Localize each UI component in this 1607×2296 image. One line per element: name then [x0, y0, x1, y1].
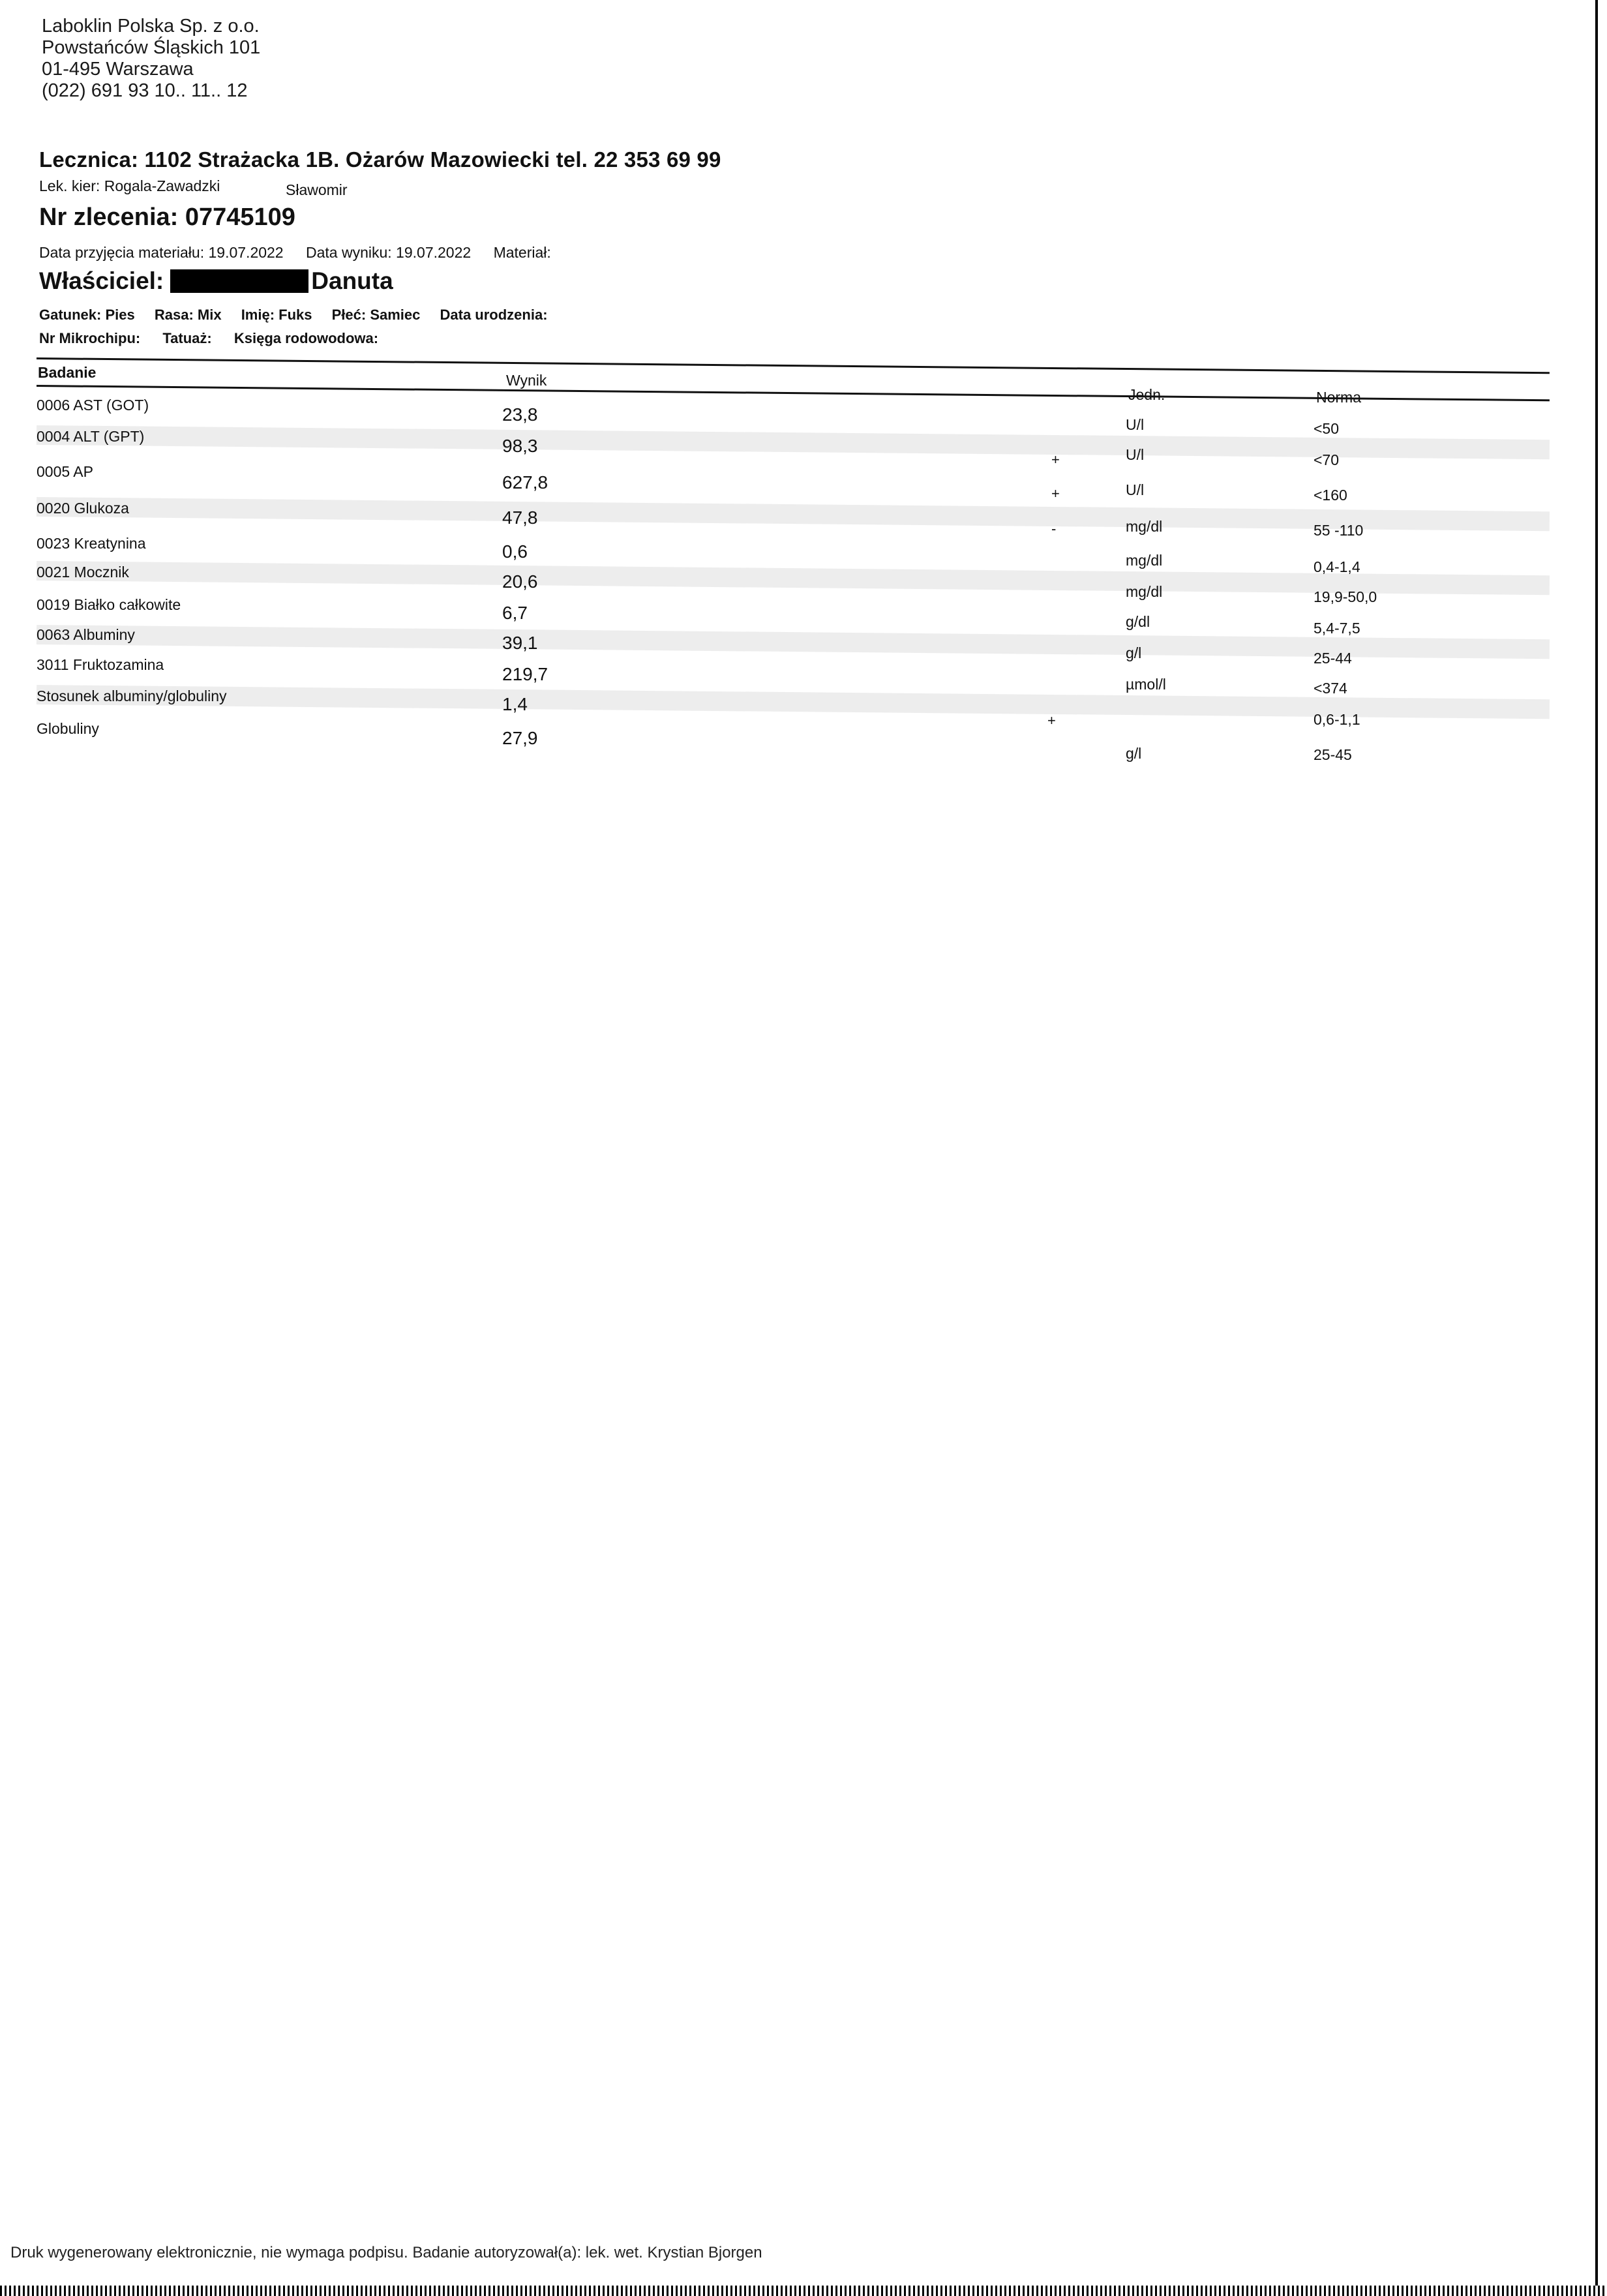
perforation-strip [0, 2286, 1607, 2296]
owner-name: Danuta [311, 267, 393, 294]
table-row-test: Stosunek albuminy/globuliny [37, 687, 227, 704]
table-row-flag: + [1047, 712, 1056, 729]
table-row-norm: 0,6-1,1 [1314, 711, 1360, 728]
table-row-unit: U/l [1126, 446, 1145, 463]
microchip: Nr Mikrochipu: [39, 330, 141, 346]
table-row-norm: 19,9-50,0 [1314, 588, 1377, 605]
pet-name: Imię: Fuks [241, 307, 312, 323]
table-row-result: 20,6 [502, 571, 538, 592]
sex: Płeć: Samiec [331, 307, 421, 323]
lab-address [42, 16, 260, 102]
table-row-test: 0019 Białko całkowite [37, 596, 181, 613]
doctor-label: Lek. kier: Rogala-Zawadzki [39, 177, 220, 194]
received-date: Data przyjęcia materiału: 19.07.2022 [39, 244, 284, 261]
table-row-norm: <374 [1314, 680, 1347, 697]
table-row-result: 627,8 [502, 472, 548, 492]
table-row-unit: U/l [1126, 481, 1145, 498]
pedigree: Księga rodowodowa: [233, 330, 379, 346]
tattoo: Tatuaż: [162, 330, 212, 346]
table-row-test: 0004 ALT (GPT) [37, 428, 145, 445]
table-row-unit: g/dl [1126, 613, 1150, 630]
table-row-unit: mg/dl [1126, 583, 1163, 600]
owner-label: Właściciel: [39, 267, 164, 294]
table-row-norm: <70 [1314, 451, 1340, 468]
table-row-unit: µmol/l [1126, 676, 1166, 693]
footer-note: Druk wygenerowany elektronicznie, nie wymaga podpisu. Badanie autoryzował(a): lek. wet. Krystian Bjorgen [10, 2244, 762, 2261]
table-row-norm: <160 [1314, 487, 1347, 504]
table-row-norm: 0,4-1,4 [1314, 558, 1360, 575]
table-row-test: 0063 Albuminy [37, 626, 135, 643]
table-row-result: 98,3 [502, 436, 538, 456]
header-test: Badanie [38, 364, 97, 381]
header-result: Wynik [506, 372, 547, 389]
table-row-result: 39,1 [502, 633, 538, 653]
table-row-norm: 25-45 [1314, 746, 1352, 763]
animal-info [39, 307, 563, 324]
breed: Rasa: Mix [154, 307, 222, 323]
material-label: Materiał: [493, 244, 551, 261]
table-row-unit: mg/dl [1126, 518, 1163, 535]
identification-info [39, 330, 397, 347]
table-row-unit: g/l [1126, 644, 1142, 661]
lab-city: 01-495 Warszawa [42, 59, 194, 80]
table-row-result: 0,6 [502, 541, 528, 562]
table-row-norm: 55 -110 [1314, 522, 1364, 539]
table-row-test: 0005 AP [37, 463, 93, 480]
birth-date: Data urodzenia: [440, 307, 548, 323]
table-row-result: 219,7 [502, 664, 548, 684]
table-row-result: 27,9 [502, 728, 538, 748]
order-number: Nr zlecenia: 07745109 [39, 204, 295, 231]
table-row-test: 0021 Mocznik [37, 564, 129, 581]
table-row-flag: + [1051, 485, 1060, 502]
lab-street: Powstańców Śląskich 101 [42, 37, 261, 58]
table-row-result: 6,7 [502, 603, 528, 623]
header-unit: Jedn. [1128, 386, 1165, 403]
clinic-line: Lecznica: 1102 Strażacka 1B. Ożarów Mazowiecki tel. 22 353 69 99 [39, 147, 721, 172]
table-row-unit: U/l [1126, 416, 1145, 433]
table-row-test: 0020 Glukoza [37, 500, 129, 517]
lab-name: Laboklin Polska Sp. z o.o. [42, 16, 260, 37]
table-row-flag: - [1051, 521, 1057, 537]
result-date: Data wyniku: 19.07.2022 [306, 244, 472, 261]
table-row-norm: 5,4-7,5 [1314, 620, 1360, 637]
table-row-norm: 25-44 [1314, 650, 1352, 667]
table-row-norm: <50 [1314, 420, 1340, 437]
table-row-result: 23,8 [502, 404, 538, 425]
table-row-test: 3011 Fruktozamina [37, 656, 164, 673]
table-top-rule [37, 357, 1550, 374]
species: Gatunek: Pies [39, 307, 135, 323]
dates-line [39, 244, 569, 262]
table-row-unit: g/l [1126, 745, 1142, 762]
owner-line [39, 267, 393, 295]
table-row-flag: + [1051, 451, 1060, 468]
table-row-result: 47,8 [502, 507, 538, 528]
redaction-bar [170, 269, 308, 293]
doctor-first-name: Sławomir [286, 181, 348, 198]
table-row-test: Globuliny [37, 720, 99, 737]
lab-phone: (022) 691 93 10.. 11.. 12 [42, 80, 248, 101]
scan-edge-line [1595, 0, 1598, 2286]
table-row-test: 0006 AST (GOT) [37, 397, 149, 414]
table-row-result: 1,4 [502, 694, 528, 714]
table-row-test: 0023 Kreatynina [37, 535, 146, 552]
table-row-unit: mg/dl [1126, 552, 1163, 569]
